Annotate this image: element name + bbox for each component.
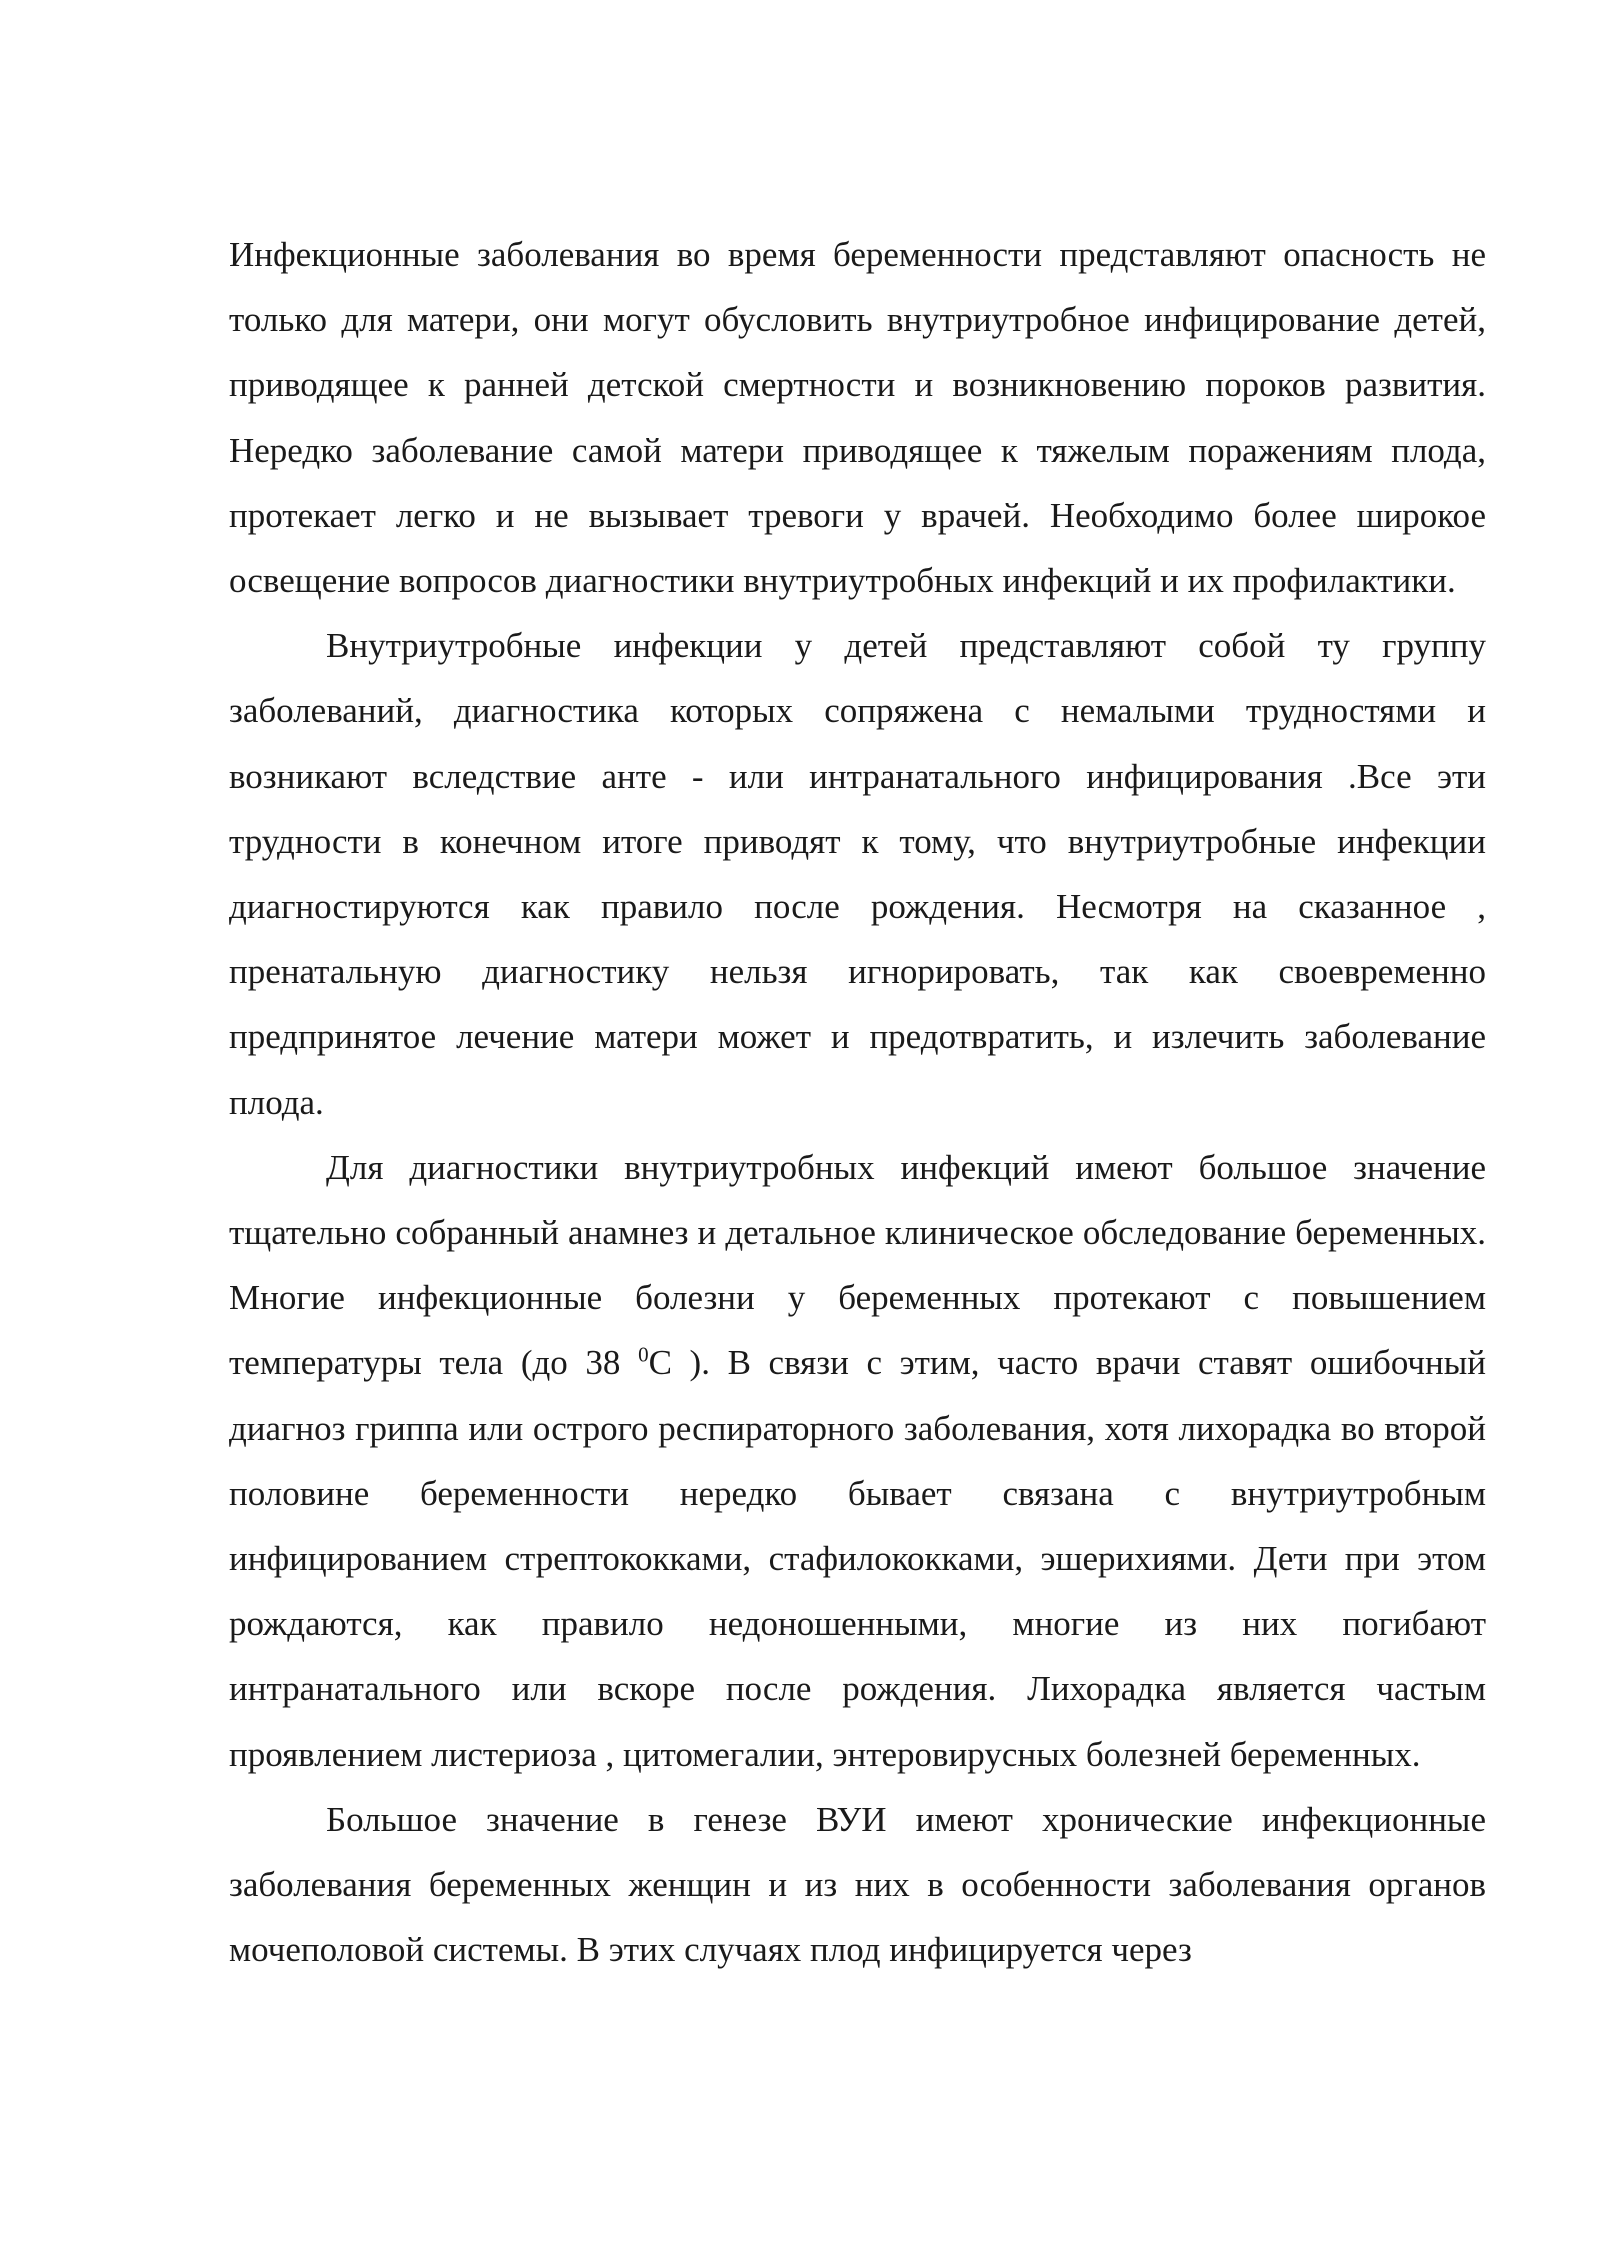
paragraph-3-text-end: С ). В связи с этим, часто врачи ставят ошибочный диагноз гриппа или острого респираторного заболевания, хотя лихорадка во второй половине беременности нередко бывает связана с внутриутробным инфицированием стрептококками, стафилококками, эшерихиями. Дети при этом рождаются, как правило недоношенными, многие из них погибают интранатального или вскоре после рождения. Лихорадка является частым проявлением листериоза , цитомегалии, энтеровирусных болезней беременных.: [229, 1343, 1487, 1774]
document-body: [229, 222, 1486, 1982]
paragraph-4: Большое значение в генезе ВУИ имеют хронические инфекционные заболевания беременных женщин и из них в особенности заболевания органов мочеполовой системы. В этих случаях плод инфицируется через: [229, 1799, 1486, 1970]
paragraph-3-text-start: Для диагностики внутриутробных инфекций имеют большое значение тщательно собранный анамнез и детальное клиническое обследование беременных. Многие инфекционные болезни у беременных протекают с повышением температуры тела (до 38: [229, 1147, 1486, 1383]
paragraph-2: Внутриутробные инфекции у детей представляют собой ту группу заболеваний, диагностика которых сопряжена с немалыми трудностями и возникают вследствие анте - или интранатального инфицирования .Все эти трудности в конечном итоге приводят к тому, что внутриутробные инфекции диагностируются как правило после рождения. Несмотря на сказанное , пренатальную диагностику нельзя игнорировать, так как своевременно предпринятое лечение матери может и предотвратить, и излечить заболевание плода.: [229, 626, 1486, 1122]
degree-superscript: 0: [638, 1342, 649, 1367]
paragraph-3: [229, 1135, 1486, 1787]
paragraph-1: Инфекционные заболевания во время беременности представляют опасность не только для матери, они могут обусловить внутриутробное инфицирование детей, приводящее к ранней детской смертности и возникновению пороков развития. Нередко заболевание самой матери приводящее к тяжелым поражениям плода, протекает легко и не вызывает тревоги у врачей. Необходимо более широкое освещение вопросов диагностики внутриутробных инфекций и их профилактики.: [229, 235, 1486, 601]
